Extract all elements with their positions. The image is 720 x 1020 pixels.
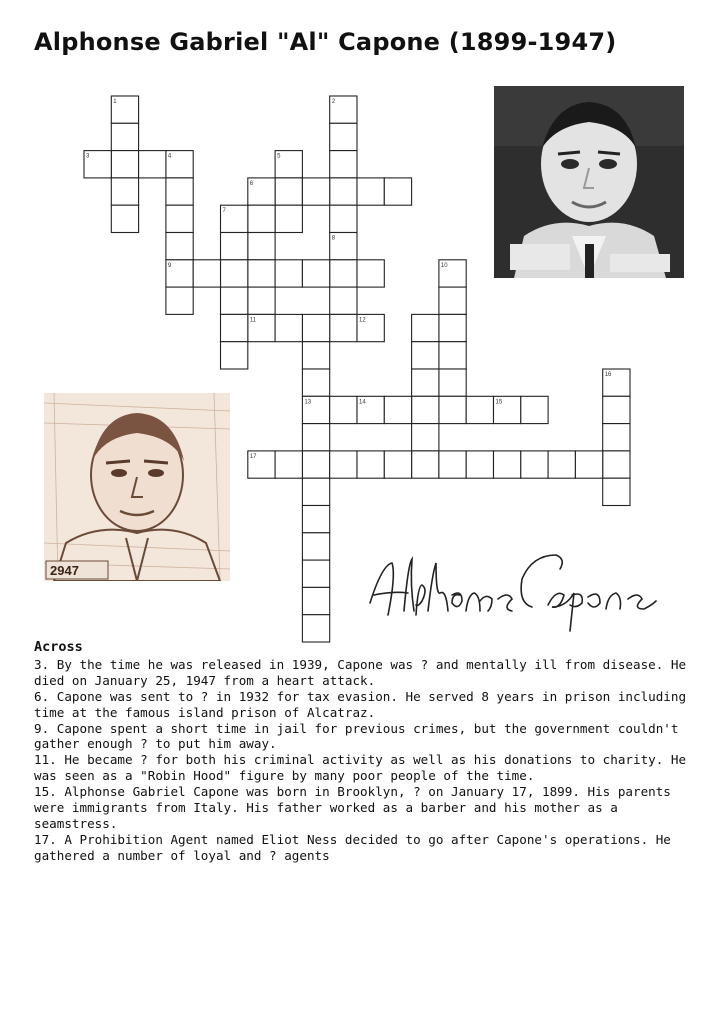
clue-across-3: 3. By the time he was released in 1939, Capone was ? and mentally ill from disease. He died on January 25, 1947 from a heart attack. (34, 656, 694, 688)
clue-number: 12 (359, 317, 366, 324)
grid-cell[interactable] (330, 260, 357, 287)
grid-cell[interactable] (603, 451, 630, 478)
grid-cell[interactable] (439, 451, 466, 478)
grid-cell[interactable] (330, 178, 357, 205)
grid-cell[interactable] (248, 260, 275, 287)
grid-cell[interactable] (248, 233, 275, 260)
grid-cell[interactable] (302, 451, 329, 478)
grid-cell[interactable] (330, 396, 357, 423)
grid-cell[interactable] (302, 615, 329, 642)
grid-cell[interactable] (548, 451, 575, 478)
grid-cell[interactable] (302, 260, 329, 287)
clue-across-17: 17. A Prohibition Agent named Eliot Ness decided to go after Capone's operations. He gathered a number of loyal and ? agents (34, 831, 679, 863)
clue-number: 14 (359, 399, 366, 406)
clue-number: 7 (222, 208, 226, 215)
grid-cell[interactable] (221, 287, 248, 314)
grid-cell[interactable] (275, 260, 302, 287)
clue-number: 6 (249, 180, 254, 187)
grid-cell[interactable] (521, 451, 548, 478)
grid-cell[interactable] (357, 451, 384, 478)
grid-cell[interactable] (330, 314, 357, 341)
grid-cell[interactable] (248, 287, 275, 314)
grid-cell[interactable] (111, 178, 138, 205)
grid-cell[interactable] (166, 287, 193, 314)
grid-cell[interactable] (111, 205, 138, 232)
grid-cell[interactable] (302, 533, 329, 560)
grid-cell[interactable] (330, 123, 357, 150)
grid-cell[interactable] (248, 205, 275, 232)
capone-sketch (44, 393, 230, 581)
grid-cell[interactable] (384, 396, 411, 423)
grid-cell[interactable] (302, 560, 329, 587)
grid-cell[interactable] (221, 260, 248, 287)
grid-cell[interactable] (466, 451, 493, 478)
grid-cell[interactable] (302, 587, 329, 614)
grid-cell[interactable] (330, 287, 357, 314)
grid-cell[interactable] (357, 260, 384, 287)
grid-cell[interactable] (603, 424, 630, 451)
svg-text:2947: 2947 (50, 563, 79, 578)
grid-cell[interactable] (439, 369, 466, 396)
across-heading: Across (34, 639, 83, 655)
grid-cell[interactable] (221, 342, 248, 369)
clue-number: 4 (167, 153, 172, 160)
grid-cell[interactable] (193, 260, 220, 287)
grid-cell[interactable] (302, 314, 329, 341)
grid-cell[interactable] (302, 506, 329, 533)
clue-number: 2 (331, 99, 336, 105)
grid-cell[interactable] (412, 424, 439, 451)
clue-number: 3 (86, 153, 90, 160)
grid-cell[interactable] (166, 178, 193, 205)
grid-cell[interactable] (302, 424, 329, 451)
grid-cell[interactable] (221, 314, 248, 341)
grid-cell[interactable] (412, 396, 439, 423)
grid-cell[interactable] (384, 178, 411, 205)
grid-cell[interactable] (275, 451, 302, 478)
clue-across-15: 15. Alphonse Gabriel Capone was born in Brooklyn, ? on January 17, 1899. His parents were immigrants from Italy. His father worked as a barber and his mother as a seamstress. (34, 784, 679, 831)
page-title: Alphonse Gabriel "Al" Capone (1899-1947) (34, 28, 617, 56)
grid-cell[interactable] (412, 314, 439, 341)
clue-number: 11 (249, 317, 257, 324)
clue-number: 10 (440, 262, 448, 269)
grid-cell[interactable] (275, 205, 302, 232)
grid-cell[interactable] (357, 178, 384, 205)
grid-cell[interactable] (166, 205, 193, 232)
grid-cell[interactable] (330, 451, 357, 478)
grid-cell[interactable] (275, 314, 302, 341)
grid-cell[interactable] (111, 151, 138, 178)
grid-cell[interactable] (139, 151, 166, 178)
clue-number: 17 (249, 453, 257, 460)
clue-number: 1 (113, 99, 117, 105)
clues-across (34, 640, 694, 864)
grid-cell[interactable] (111, 123, 138, 150)
grid-cell[interactable] (494, 451, 521, 478)
clue-number: 15 (495, 399, 503, 406)
grid-cell[interactable] (521, 396, 548, 423)
grid-cell[interactable] (575, 451, 602, 478)
capone-photo (494, 86, 684, 278)
grid-cell[interactable] (302, 369, 329, 396)
grid-cell[interactable] (439, 287, 466, 314)
clue-across-6: 6. Capone was sent to ? in 1932 for tax evasion. He served 8 years in prison including time at the famous island prison of Alcatraz. (34, 688, 694, 720)
grid-cell[interactable] (412, 342, 439, 369)
clue-across-11: 11. He became ? for both his criminal activity as well as his donations to charity. He was seen as a "Robin Hood" figure by many poor people of the time. (34, 752, 694, 784)
grid-cell[interactable] (166, 233, 193, 260)
clue-number: 13 (304, 399, 312, 406)
grid-cell[interactable] (412, 369, 439, 396)
grid-cell[interactable] (603, 396, 630, 423)
grid-cell[interactable] (384, 451, 411, 478)
grid-cell[interactable] (439, 342, 466, 369)
clue-across-9: 9. Capone spent a short time in jail for previous crimes, but the government couldn't gather enough ? to put him away. (34, 720, 687, 752)
grid-cell[interactable] (603, 478, 630, 505)
grid-cell[interactable] (275, 178, 302, 205)
grid-cell[interactable] (302, 478, 329, 505)
clue-number: 5 (277, 153, 281, 160)
grid-cell[interactable] (439, 396, 466, 423)
capone-signature (352, 545, 682, 640)
clue-number: 16 (604, 372, 612, 378)
grid-cell[interactable] (412, 451, 439, 478)
clue-number: 9 (167, 262, 172, 269)
grid-cell[interactable] (302, 178, 329, 205)
grid-cell[interactable] (439, 314, 466, 341)
clue-number: 8 (331, 235, 336, 242)
grid-cell[interactable] (221, 233, 248, 260)
grid-cell[interactable] (330, 151, 357, 178)
grid-cell[interactable] (330, 205, 357, 232)
grid-cell[interactable] (466, 396, 493, 423)
grid-cell[interactable] (302, 342, 329, 369)
